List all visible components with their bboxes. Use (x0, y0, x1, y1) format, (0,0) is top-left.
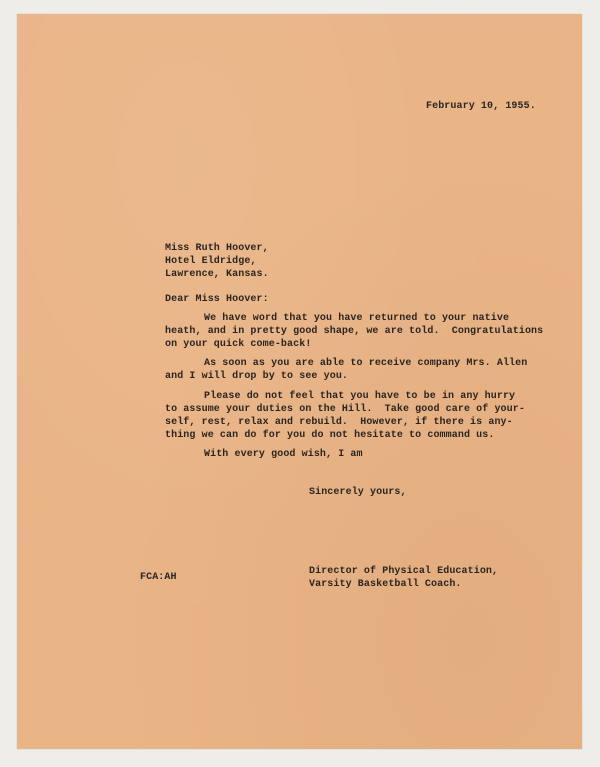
paragraph-3-line: self, rest, relax and rebuild. However, if there is any- (165, 417, 513, 428)
letter-date: February 10, 1955. (426, 101, 536, 112)
salutation: Dear Miss Hoover: (165, 294, 269, 305)
paragraph-1-line: on your quick come-back! (165, 339, 312, 350)
recipient-name: Miss Ruth Hoover, (165, 243, 269, 254)
reference-initials: FCA:AH (140, 572, 177, 583)
paragraph-3-line: Please do not feel that you have to be in any hurry (204, 391, 516, 402)
paragraph-4-line: With every good wish, I am (204, 449, 363, 460)
letter-page (17, 14, 582, 749)
recipient-hotel: Hotel Eldridge, (165, 256, 257, 267)
paragraph-1-line: heath, and in pretty good shape, we are told. Congratulations (165, 326, 544, 337)
signature-title-2: Varsity Basketball Coach. (309, 579, 462, 590)
signature-title-1: Director of Physical Education, (309, 566, 499, 577)
recipient-city: Lawrence, Kansas. (165, 269, 269, 280)
paragraph-2-line: As soon as you are able to receive company Mrs. Allen (204, 358, 528, 369)
paragraph-2-line: and I will drop by to see you. (165, 371, 349, 382)
paragraph-3-line: to assume your duties on the Hill. Take good care of your- (165, 404, 525, 415)
paragraph-1-line: We have word that you have returned to your native (204, 313, 510, 324)
closing: Sincerely yours, (309, 487, 407, 498)
paragraph-3-line: thing we can do for you do not hesitate to command us. (165, 430, 495, 441)
